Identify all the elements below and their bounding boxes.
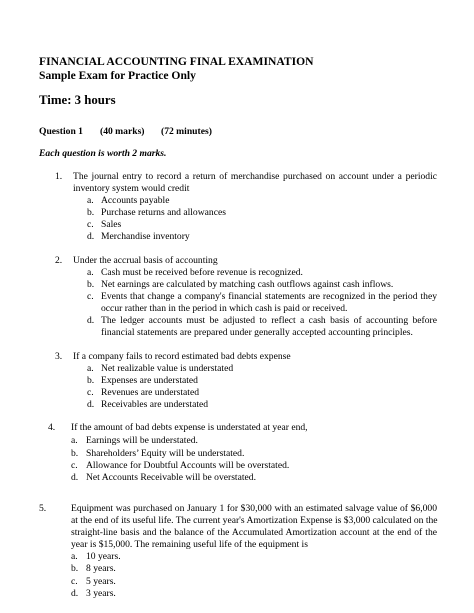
option-letter: d. [87,315,95,326]
option-letter: c. [87,291,94,302]
option-letter: c. [87,387,94,398]
question-stem-line: Under the accrual basis of accounting [73,255,218,266]
question-stem-line: Equipment was purchased on January 1 for $30,000 with an estimated salvage value of $6,000 [71,503,437,514]
option-letter: d. [87,399,95,410]
option-letter: a. [87,195,94,206]
exam-title: FINANCIAL ACCOUNTING FINAL EXAMINATION [39,55,314,68]
option-text: Net earnings are calculated by matching cash outflows against cash inflows. [101,279,394,290]
question-stem-line: year is $15,000. The remaining useful life of the equipment is [71,539,308,550]
option-text: financial statements are prepared under generally accepted accounting principles. [101,327,413,338]
option-letter: a. [87,363,94,374]
option-letter: a. [71,551,78,562]
option-text: Sales [101,219,122,230]
option-text: 5 years. [86,576,116,587]
question-stem-line: straight-line basis and the balance of the Accumulated Amortization account at the end of the [71,527,437,538]
option-text: Purchase returns and allowances [101,207,226,218]
option-letter: d. [71,588,79,599]
option-letter: c. [71,460,78,471]
question-stem-line: If the amount of bad debts expense is understated at year end, [71,422,308,433]
question-marks: (40 marks) [100,126,145,137]
option-text: Net Accounts Receivable will be overstated. [86,472,256,483]
option-letter: b. [87,207,95,218]
option-letter: b. [71,448,79,459]
question-label: Question 1 [39,126,83,137]
question-number: 3. [55,351,63,362]
question-number: 5. [39,503,47,514]
question-stem-line: If a company fails to record estimated bad debts expense [73,351,291,362]
option-text: Allowance for Doubtful Accounts will be overstated. [86,460,290,471]
option-text: Shareholders’ Equity will be understated. [86,448,245,459]
exam-time: Time: 3 hours [39,93,116,107]
option-text: Cash must be received before revenue is recognized. [101,267,303,278]
option-text: Earnings will be understated. [86,435,198,446]
option-text: Accounts payable [101,195,170,206]
question-number: 4. [48,422,56,433]
option-letter: d. [87,231,95,242]
option-text: Events that change a company's financial statements are recognized in the period they [101,291,437,302]
option-text: Net realizable value is understated [101,363,234,374]
option-text: Revenues are understated [101,387,200,398]
option-letter: b. [87,279,95,290]
option-text: Receivables are understated [101,399,209,410]
option-letter: a. [71,435,78,446]
option-text: Merchandise inventory [101,231,190,242]
question-number: 2. [55,255,63,266]
option-letter: c. [87,219,94,230]
exam-subtitle: Sample Exam for Practice Only [39,69,196,82]
question-stem-line: inventory system would credit [73,183,190,194]
option-text: 8 years. [86,563,116,574]
marks-note: Each question is worth 2 marks. [39,148,167,159]
option-text: 3 years. [86,588,116,599]
question-stem-line: at the end of its useful life. The current year's Amortization Expense is $3,000 calculated on the [71,515,438,526]
option-letter: d. [71,472,79,483]
option-text: occur rather than in the period in which cash is paid or received. [101,303,348,314]
question-number: 1. [55,171,63,182]
option-text: The ledger accounts must be adjusted to reflect a cash basis of accounting before [101,315,437,326]
question-minutes: (72 minutes) [161,126,212,137]
option-letter: c. [71,576,78,587]
option-letter: a. [87,267,94,278]
option-text: Expenses are understated [101,375,198,386]
option-letter: b. [71,563,79,574]
option-text: 10 years. [86,551,121,562]
option-letter: b. [87,375,95,386]
question-stem-line: The journal entry to record a return of merchandise purchased on account under a periodic [73,171,437,182]
